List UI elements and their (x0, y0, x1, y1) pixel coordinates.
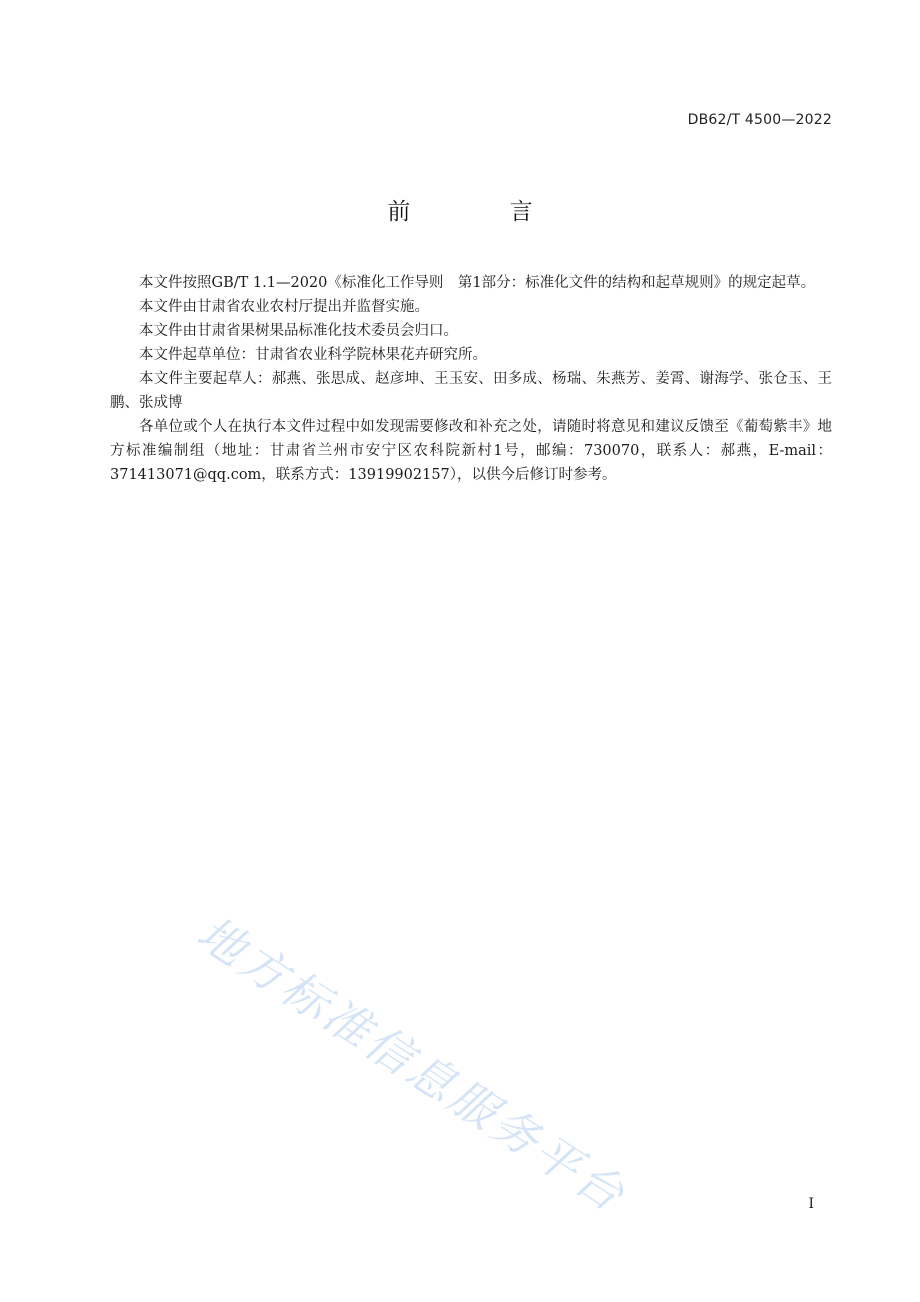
foreword-body (110, 271, 832, 487)
paragraph-feedback: 各单位或个人在执行本文件过程中如发现需要修改和补充之处，请随时将意见和建议反馈至《葡萄紫丰》地方标准编制组（地址：甘肃省兰州市安宁区农科院新村1号，邮编：730070，联系人：郝燕，E-mail：371413071@qq.com，联系方式：13919902157），以供今后修订时参考。 (110, 419, 832, 483)
page-number: I (808, 1196, 814, 1212)
watermark: 地方标准信息服务平台 (187, 905, 637, 1224)
paragraph-drafting-unit: 本文件起草单位：甘肃省农业科学院林果花卉研究所。 (139, 347, 487, 363)
paragraph-technical-committee: 本文件由甘肃省果树果品标准化技术委员会归口。 (139, 323, 458, 339)
standard-number: DB62/T 4500—2022 (687, 112, 832, 128)
paragraph-proposer: 本文件由甘肃省农业农村厅提出并监督实施。 (139, 299, 429, 315)
paragraph-drafting-rules: 本文件按照GB/T 1.1—2020《标准化工作导则 第1部分：标准化文件的结构和起草规则》的规定起草。 (139, 275, 816, 291)
page-title: 前 言 (387, 199, 579, 225)
paragraph-drafters: 本文件主要起草人：郝燕、张思成、赵彦坤、王玉安、田多成、杨瑞、朱燕芳、姜霄、谢海学、张仓玉、王鹏、张成博 (110, 371, 832, 411)
